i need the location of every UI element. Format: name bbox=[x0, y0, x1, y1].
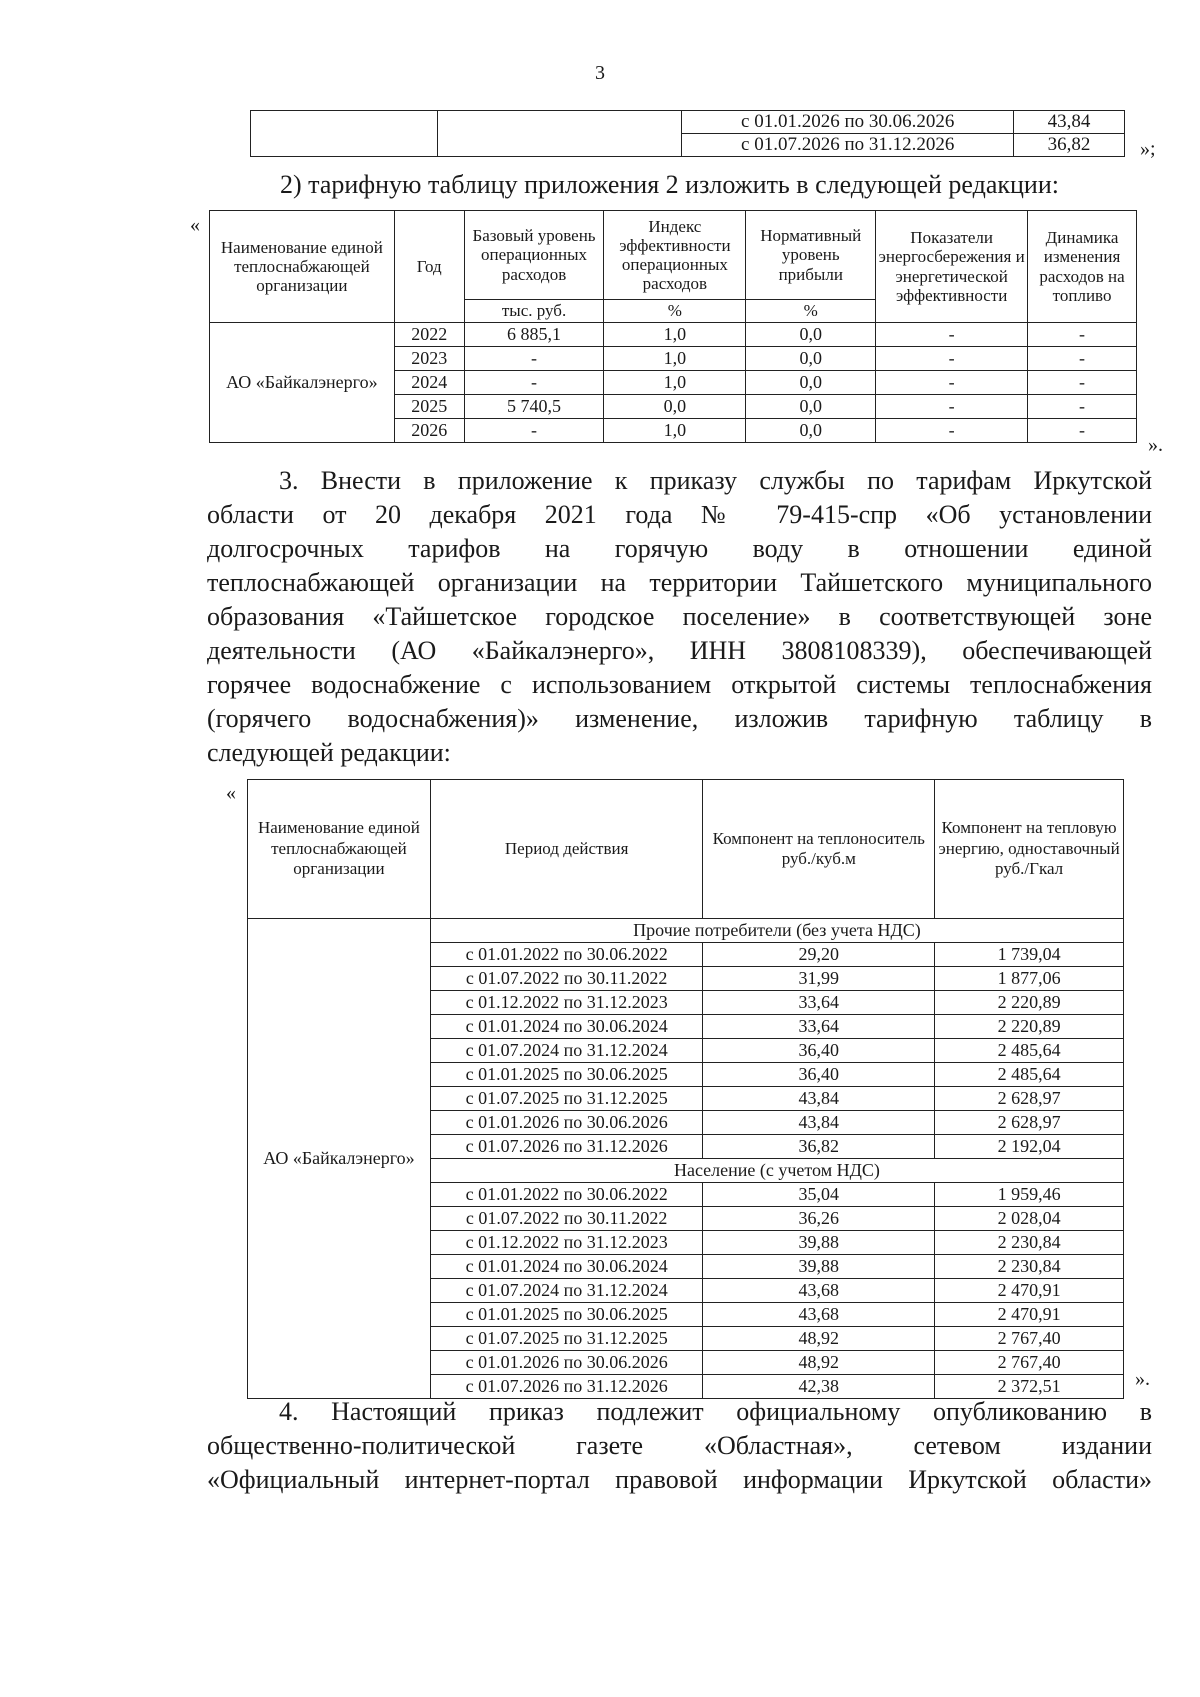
year-cell: 2022 bbox=[394, 323, 464, 347]
carrier-cell: 39,88 bbox=[703, 1231, 935, 1255]
open-quote: « bbox=[226, 782, 236, 804]
tariff-table-2 bbox=[247, 779, 1124, 1399]
energy-cell: - bbox=[876, 419, 1028, 443]
base-cell: - bbox=[464, 347, 604, 371]
carrier-cell: 43,84 bbox=[703, 1111, 935, 1135]
carrier-cell: 36,40 bbox=[703, 1039, 935, 1063]
year-cell: 2024 bbox=[394, 371, 464, 395]
period-cell: с 01.07.2026 по 31.12.2026 bbox=[682, 134, 1014, 157]
header-year: Год bbox=[394, 211, 464, 323]
section-title: Население (с учетом НДС) bbox=[430, 1159, 1123, 1183]
base-cell: 6 885,1 bbox=[464, 323, 604, 347]
fuel-cell: - bbox=[1028, 347, 1137, 371]
index-cell: 1,0 bbox=[604, 419, 746, 443]
table-row bbox=[210, 323, 1137, 347]
energy-cell: 2 767,40 bbox=[935, 1327, 1124, 1351]
energy-cell: - bbox=[876, 395, 1028, 419]
empty-cell bbox=[251, 111, 438, 157]
energy-cell: 2 485,64 bbox=[935, 1039, 1124, 1063]
carrier-cell: 31,99 bbox=[703, 967, 935, 991]
energy-cell: 2 230,84 bbox=[935, 1255, 1124, 1279]
item-4-paragraph bbox=[207, 1395, 1152, 1497]
period-cell: с 01.01.2025 по 30.06.2025 bbox=[430, 1303, 703, 1327]
period-cell: с 01.07.2024 по 31.12.2024 bbox=[430, 1279, 703, 1303]
fuel-cell: - bbox=[1028, 371, 1137, 395]
energy-cell: 1 959,46 bbox=[935, 1183, 1124, 1207]
item-3-line: деятельности (АО «Байкалэнерго», ИНН 3808108339), обеспечивающей bbox=[207, 636, 1152, 665]
header-org: Наименование единой теплоснабжающей организации bbox=[248, 780, 431, 919]
carrier-cell: 43,68 bbox=[703, 1303, 935, 1327]
item-3-line: образования «Тайшетское городское поселение» в соответствующей зоне bbox=[207, 602, 1152, 631]
year-cell: 2023 bbox=[394, 347, 464, 371]
carrier-cell: 43,84 bbox=[703, 1087, 935, 1111]
org-name: АО «Байкалэнерго» bbox=[210, 323, 395, 443]
item-3-line: горячее водоснабжение с использованием открытой системы теплоснабжения bbox=[207, 670, 1152, 699]
unit-index: % bbox=[604, 300, 746, 323]
period-cell: с 01.01.2022 по 30.06.2022 bbox=[430, 943, 703, 967]
header-index: Индекс эффективности операционных расходов bbox=[604, 211, 746, 300]
fuel-cell: - bbox=[1028, 323, 1137, 347]
energy-cell: 2 372,51 bbox=[935, 1375, 1124, 1399]
profit-cell: 0,0 bbox=[746, 419, 876, 443]
index-cell: 1,0 bbox=[604, 323, 746, 347]
table-row bbox=[251, 111, 1125, 134]
base-cell: - bbox=[464, 419, 604, 443]
period-cell: с 01.12.2022 по 31.12.2023 bbox=[430, 1231, 703, 1255]
open-quote: « bbox=[190, 214, 200, 236]
period-cell: с 01.01.2026 по 30.06.2026 bbox=[430, 1111, 703, 1135]
carrier-cell: 33,64 bbox=[703, 991, 935, 1015]
period-cell: с 01.07.2026 по 31.12.2026 bbox=[430, 1375, 703, 1399]
close-mark: ». bbox=[1135, 1368, 1150, 1390]
year-cell: 2025 bbox=[394, 395, 464, 419]
energy-cell: 2 028,04 bbox=[935, 1207, 1124, 1231]
carrier-cell: 42,38 bbox=[703, 1375, 935, 1399]
index-cell: 0,0 bbox=[604, 395, 746, 419]
item-3-line: (горячего водоснабжения)» изменение, изложив тарифную таблицу в bbox=[207, 704, 1152, 733]
unit-base: тыс. руб. bbox=[464, 300, 604, 323]
header-energy: Компонент на тепловую энергию, одноставочный руб./Гкал bbox=[935, 780, 1124, 919]
base-cell: 5 740,5 bbox=[464, 395, 604, 419]
item-3-paragraph bbox=[207, 464, 1152, 770]
energy-cell: 1 877,06 bbox=[935, 967, 1124, 991]
empty-cell bbox=[437, 111, 682, 157]
energy-cell: 2 485,64 bbox=[935, 1063, 1124, 1087]
tariff-table-1 bbox=[209, 210, 1137, 443]
carrier-cell: 48,92 bbox=[703, 1351, 935, 1375]
period-cell: с 01.07.2022 по 30.11.2022 bbox=[430, 967, 703, 991]
carrier-cell: 43,68 bbox=[703, 1279, 935, 1303]
item-3-line: следующей редакции: bbox=[207, 738, 451, 767]
section-title: Прочие потребители (без учета НДС) bbox=[430, 919, 1123, 943]
fuel-cell: - bbox=[1028, 395, 1137, 419]
fuel-cell: - bbox=[1028, 419, 1137, 443]
header-row bbox=[248, 780, 1124, 919]
energy-cell: - bbox=[876, 371, 1028, 395]
page-number: 3 bbox=[595, 62, 605, 84]
period-cell: с 01.01.2024 по 30.06.2024 bbox=[430, 1015, 703, 1039]
energy-cell: 2 192,04 bbox=[935, 1135, 1124, 1159]
value-cell: 43,84 bbox=[1014, 111, 1125, 134]
value-cell: 36,82 bbox=[1014, 134, 1125, 157]
energy-cell: - bbox=[876, 323, 1028, 347]
carrier-cell: 35,04 bbox=[703, 1183, 935, 1207]
carrier-cell: 36,26 bbox=[703, 1207, 935, 1231]
item-4-line: «Официальный интернет-портал правовой информации Иркутской области» bbox=[207, 1465, 1152, 1494]
energy-cell: 1 739,04 bbox=[935, 943, 1124, 967]
energy-cell: 2 628,97 bbox=[935, 1087, 1124, 1111]
org-name: АО «Байкалэнерго» bbox=[248, 919, 431, 1399]
energy-cell: 2 230,84 bbox=[935, 1231, 1124, 1255]
item-2-text: 2) тарифную таблицу приложения 2 изложить в следующей редакции: bbox=[280, 170, 1059, 199]
carrier-cell: 36,40 bbox=[703, 1063, 935, 1087]
carrier-cell: 39,88 bbox=[703, 1255, 935, 1279]
energy-cell: 2 220,89 bbox=[935, 1015, 1124, 1039]
energy-cell: 2 470,91 bbox=[935, 1279, 1124, 1303]
energy-cell: - bbox=[876, 347, 1028, 371]
period-cell: с 01.12.2022 по 31.12.2023 bbox=[430, 991, 703, 1015]
table-continuation bbox=[250, 110, 1125, 157]
base-cell: - bbox=[464, 371, 604, 395]
energy-cell: 2 767,40 bbox=[935, 1351, 1124, 1375]
index-cell: 1,0 bbox=[604, 347, 746, 371]
header-row bbox=[210, 211, 1137, 300]
closing-mark: »; bbox=[1140, 138, 1156, 160]
item-3-line: 3. Внести в приложение к приказу службы по тарифам Иркутской bbox=[279, 466, 1152, 495]
item-4-line: 4. Настоящий приказ подлежит официальному опубликованию в bbox=[279, 1397, 1152, 1426]
period-cell: с 01.01.2022 по 30.06.2022 bbox=[430, 1183, 703, 1207]
close-mark: ». bbox=[1148, 434, 1163, 456]
period-cell: с 01.07.2024 по 31.12.2024 bbox=[430, 1039, 703, 1063]
profit-cell: 0,0 bbox=[746, 323, 876, 347]
energy-cell: 2 220,89 bbox=[935, 991, 1124, 1015]
profit-cell: 0,0 bbox=[746, 395, 876, 419]
item-4-line: общественно-политической газете «Областная», сетевом издании bbox=[207, 1431, 1152, 1460]
period-cell: с 01.07.2025 по 31.12.2025 bbox=[430, 1327, 703, 1351]
carrier-cell: 29,20 bbox=[703, 943, 935, 967]
period-cell: с 01.01.2026 по 30.06.2026 bbox=[682, 111, 1014, 134]
period-cell: с 01.01.2025 по 30.06.2025 bbox=[430, 1063, 703, 1087]
period-cell: с 01.01.2026 по 30.06.2026 bbox=[430, 1351, 703, 1375]
header-energy: Показатели энергосбережения и энергетической эффективности bbox=[876, 211, 1028, 323]
period-cell: с 01.07.2025 по 31.12.2025 bbox=[430, 1087, 703, 1111]
carrier-cell: 36,82 bbox=[703, 1135, 935, 1159]
item-3-line: долгосрочных тарифов на горячую воду в отношении единой bbox=[207, 534, 1152, 563]
header-org: Наименование единой теплоснабжающей организации bbox=[210, 211, 395, 323]
profit-cell: 0,0 bbox=[746, 347, 876, 371]
item-3-line: области от 20 декабря 2021 года № 79-415-спр «Об установлении bbox=[207, 500, 1152, 529]
carrier-cell: 48,92 bbox=[703, 1327, 935, 1351]
profit-cell: 0,0 bbox=[746, 371, 876, 395]
period-cell: с 01.07.2026 по 31.12.2026 bbox=[430, 1135, 703, 1159]
year-cell: 2026 bbox=[394, 419, 464, 443]
energy-cell: 2 470,91 bbox=[935, 1303, 1124, 1327]
item-3-line: теплоснабжающей организации на территории Тайшетского муниципального bbox=[207, 568, 1152, 597]
carrier-cell: 33,64 bbox=[703, 1015, 935, 1039]
header-carrier: Компонент на теплоноситель руб./куб.м bbox=[703, 780, 935, 919]
header-profit: Нормативный уровень прибыли bbox=[746, 211, 876, 300]
section-row bbox=[248, 919, 1124, 943]
period-cell: с 01.01.2024 по 30.06.2024 bbox=[430, 1255, 703, 1279]
header-fuel: Динамика изменения расходов на топливо bbox=[1028, 211, 1137, 323]
unit-profit: % bbox=[746, 300, 876, 323]
index-cell: 1,0 bbox=[604, 371, 746, 395]
period-cell: с 01.07.2022 по 30.11.2022 bbox=[430, 1207, 703, 1231]
header-base: Базовый уровень операционных расходов bbox=[464, 211, 604, 300]
energy-cell: 2 628,97 bbox=[935, 1111, 1124, 1135]
header-period: Период действия bbox=[430, 780, 703, 919]
